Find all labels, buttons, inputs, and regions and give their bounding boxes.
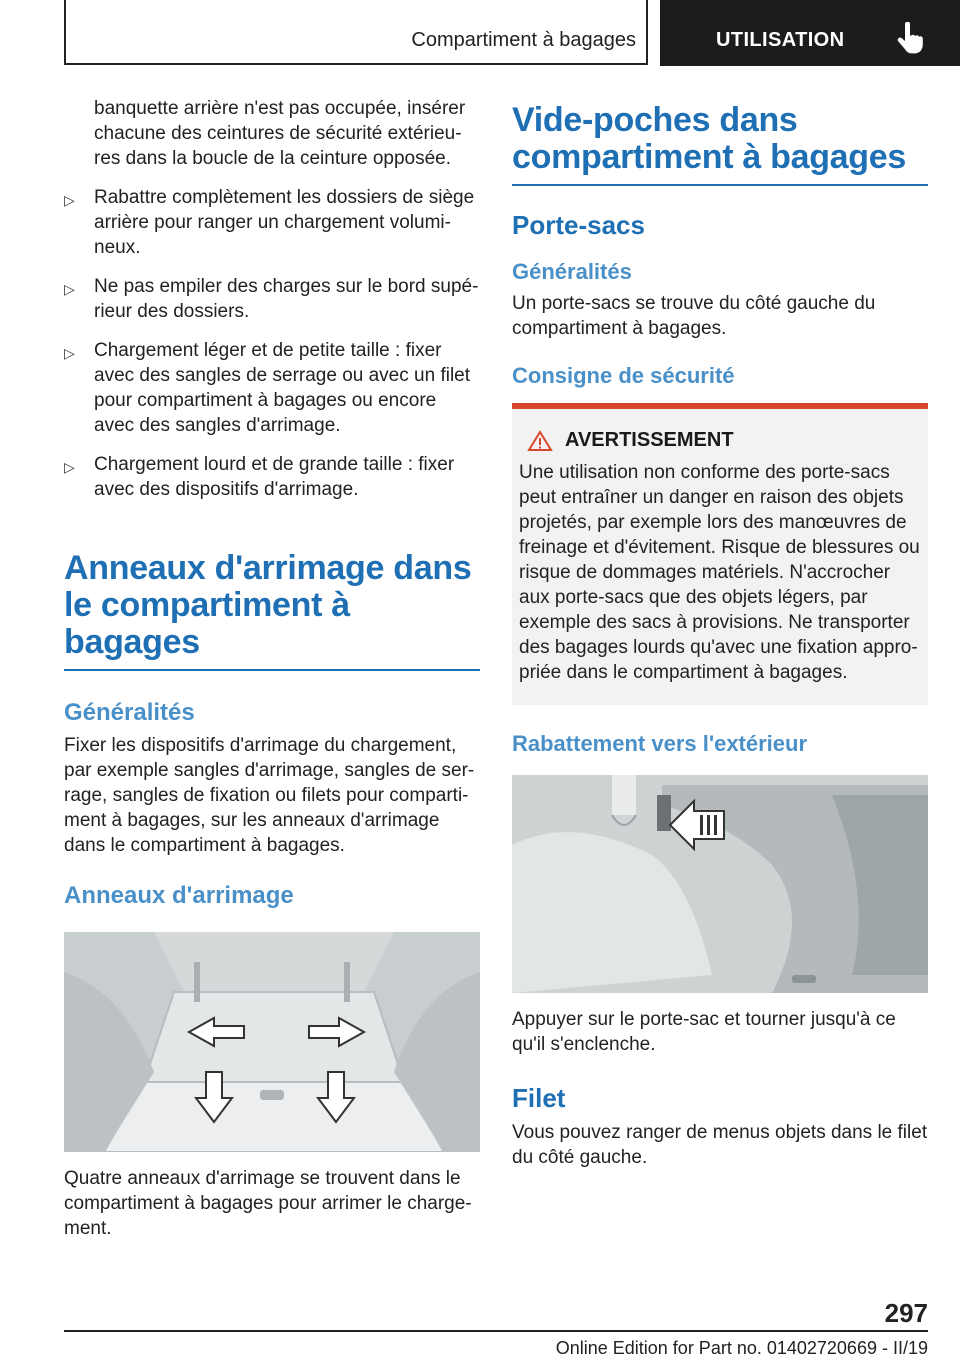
list-item	[64, 274, 480, 324]
warning-title	[519, 429, 922, 452]
warning-text: Une utilisation non conforme des porte-sacs peut entraîner un danger en raison des objets projetés, par exemple lors des manœuvres de freinage et d'évitement. Risque de blessures ou risque de dommages matériels. N'accrocher aux porte-sacs que des objets légers, par exemple des sacs à provisions. Ne transporter des bagages lourds qu'avec une fixation appro-priée dans le compartiment à bagages.	[519, 462, 920, 683]
figure-caption: Appuyer sur le porte-sac et tourner jusqu'à ce qu'il s'enclenche.	[512, 1009, 896, 1055]
section-heading-storage: Vide-poches dans compartiment à bagages	[512, 101, 906, 176]
continued-paragraph: banquette arrière n'est pas occupée, insérer chacune des ceintures de sécurité extérieu-res dans la boucle de la ceinture opposée.	[94, 98, 466, 169]
trunk-lashing-eyes-figure	[64, 932, 480, 1152]
header-rule-divider	[646, 0, 648, 64]
subheading-bag-hooks: Porte-sacs	[512, 210, 645, 240]
subheading-fold-out: Rabattement vers l'extérieur	[512, 731, 808, 756]
list-item-text: Ne pas empiler des charges sur le bord supé-rieur des dossiers.	[94, 276, 479, 322]
triangle-bullet-icon: ▷	[64, 345, 75, 361]
figure-caption: Quatre anneaux d'arrimage se trouvent dans le compartiment à bagages pour arrimer le charge-ment.	[64, 1168, 472, 1239]
list-item-text: Chargement lourd et de grande taille : fixer avec des dispositifs d'arrimage.	[94, 454, 455, 500]
triangle-bullet-icon: ▷	[64, 281, 75, 297]
list-item	[64, 185, 480, 260]
bag-hook-figure	[512, 775, 928, 993]
subheading-net: Filet	[512, 1083, 566, 1113]
heading-rule	[512, 184, 928, 186]
triangle-bullet-icon: ▷	[64, 459, 75, 475]
footer-edition: Online Edition for Part no. 01402720669 - II/19	[555, 1338, 928, 1358]
list-item-text: Chargement léger et de petite taille : fixer avec des sangles de serrage ou avec un filet pour compartiment à bagages ou encore avec des sangles d'arrimage.	[94, 340, 471, 436]
triangle-bullet-icon: ▷	[64, 192, 75, 208]
warning-title-text: AVERTISSEMENT	[565, 429, 734, 451]
warning-box	[512, 403, 928, 705]
subheading-lashing-eyes: Anneaux d'arrimage	[64, 882, 294, 909]
header-rule-left	[64, 0, 66, 64]
chapter-tab[interactable]	[660, 0, 960, 66]
general-paragraph: Fixer les dispositifs d'arrimage du chargement, par exemple sangles d'arrimage, sangles de ser-rage, sangles de fixation ou filets pour comparti-ment à bagages, sur les anneaux d'arrimage dans le compartiment à bagages.	[64, 735, 475, 856]
right-column	[512, 96, 928, 1170]
list-item	[64, 452, 480, 502]
page-number: 297	[884, 1298, 928, 1328]
list-item	[64, 338, 480, 438]
hand-pointer-icon	[896, 22, 924, 56]
list-item-text: Rabattre complètement les dossiers de siège arrière pour ranger un chargement volumi-neux.	[94, 187, 475, 258]
footer-rule	[64, 1330, 928, 1332]
header-rule-bottom	[64, 63, 648, 65]
subheading-safety: Consigne de sécurité	[512, 363, 735, 388]
subheading-general: Généralités	[64, 699, 195, 726]
subheading-general: Généralités	[512, 259, 632, 284]
general-paragraph: Un porte-sacs se trouve du côté gauche du compartiment à bagages.	[512, 293, 876, 339]
section-heading-lashing-eyes: Anneaux d'arrimage dans le compartiment à bagages	[64, 549, 472, 661]
left-column	[64, 96, 480, 1241]
chapter-tab-label: UTILISATION	[716, 29, 845, 51]
net-paragraph: Vous pouvez ranger de menus objets dans le filet du côté gauche.	[512, 1122, 928, 1168]
bag-hook-illustration	[512, 775, 928, 993]
trunk-illustration	[64, 932, 480, 1152]
heading-rule	[64, 669, 480, 671]
warning-triangle-icon	[527, 430, 553, 452]
header-section-title: Compartiment à bagages	[411, 29, 636, 51]
